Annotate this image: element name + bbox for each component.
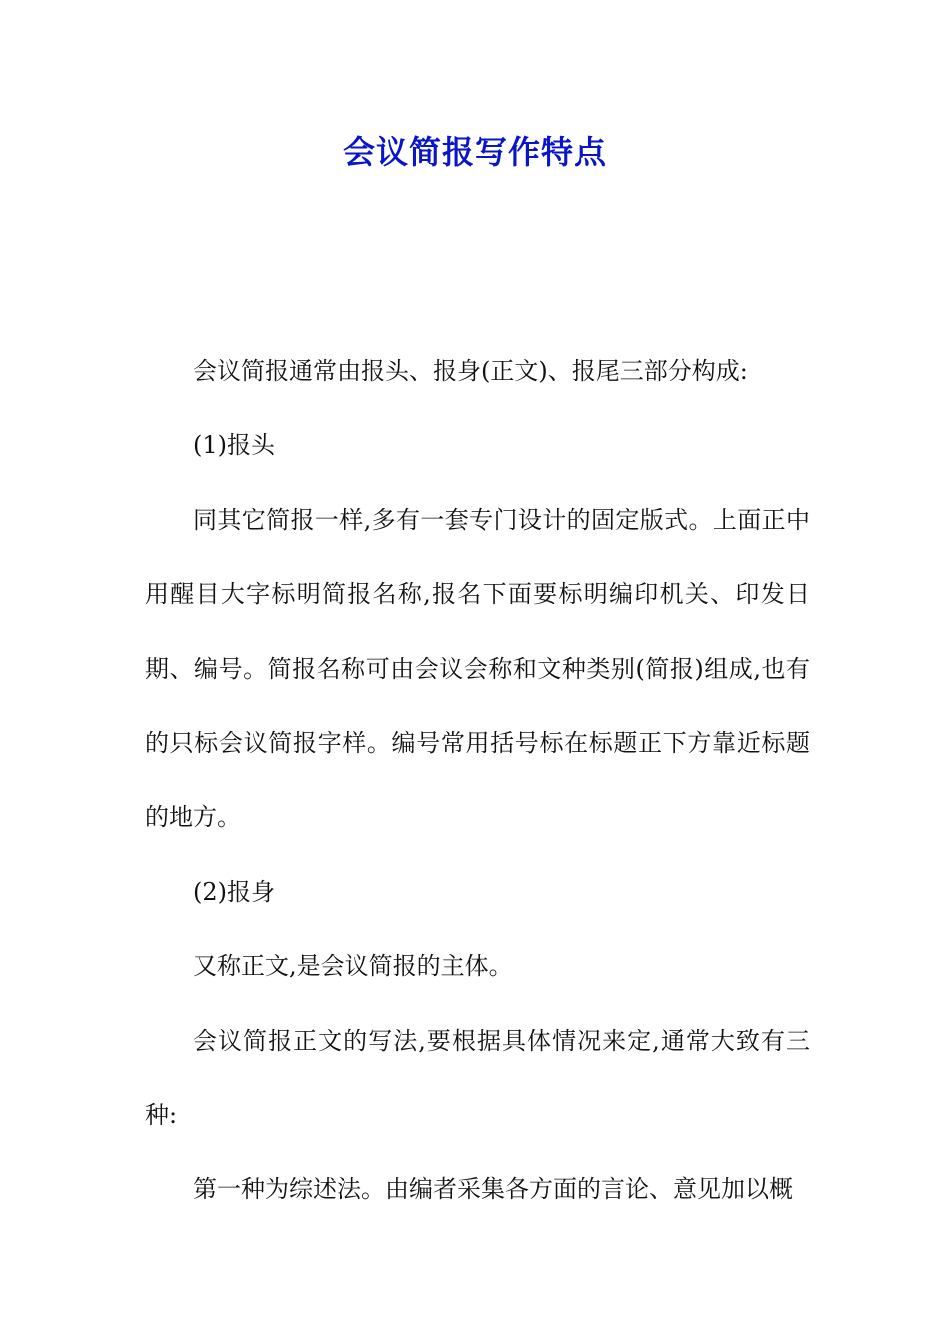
document-body (145, 334, 810, 1227)
paragraph-intro: 会议简报通常由报头、报身(正文)、报尾三部分构成: (193, 357, 748, 385)
paragraph-body-definition: 又称正文,是会议简报的主体。 (193, 952, 513, 981)
section-heading-body: (2)报身 (193, 877, 275, 906)
paragraph-masthead: 同其它简报一样,多有一套专门设计的固定版式。上面正中用醒目大字标明简报名称,报名下面要标明编印机关、印发日期、编号。简报名称可由会议会称和文种类别(简报)组成,也有的只标会议简报字样。编号常用括号标在标题正下方靠近标题的地方。 (145, 505, 810, 832)
document-title: 会议简报写作特点 (342, 133, 607, 171)
paragraph-body-methods: 会议简报正文的写法,要根据具体情况来定,通常大致有三种: (145, 1026, 810, 1130)
section-heading-masthead: (1)报头 (193, 431, 275, 460)
paragraph-method-one: 第一种为综述法。由编者采集各方面的言论、意见加以概 (193, 1175, 793, 1204)
